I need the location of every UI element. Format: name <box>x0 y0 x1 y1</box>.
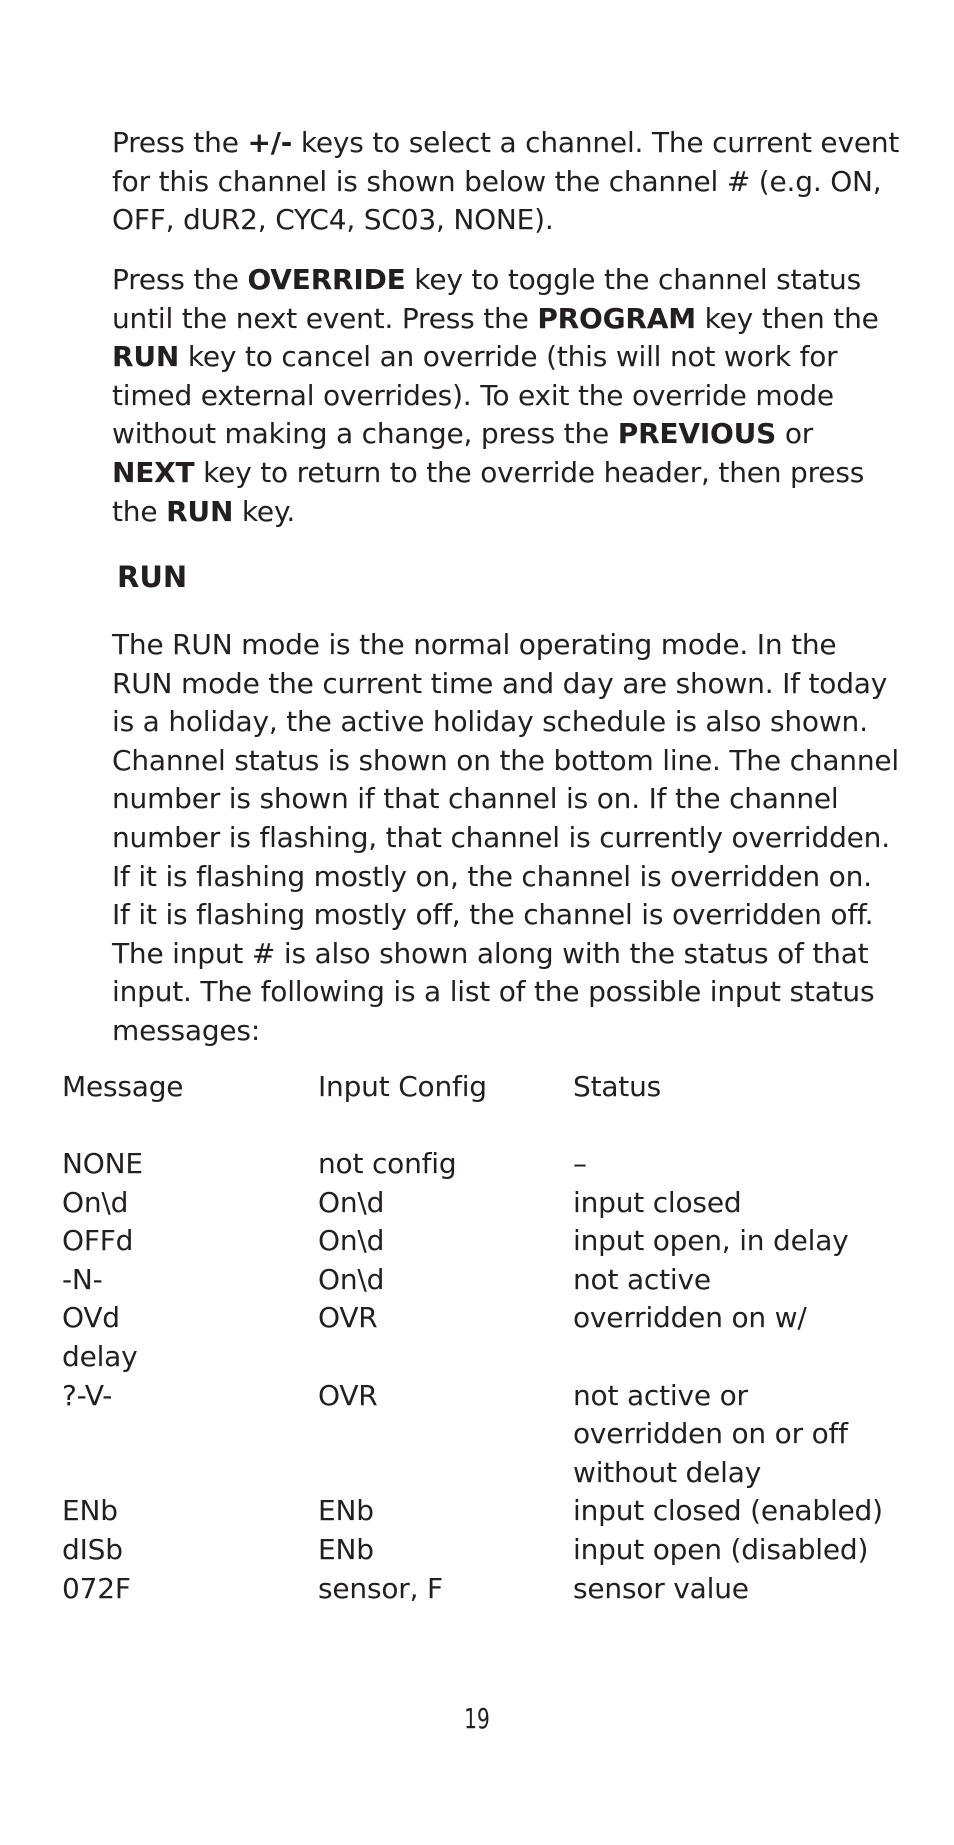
cell-input-config <box>318 1222 384 1261</box>
column-header-status: Status <box>573 1070 662 1103</box>
cell-status <box>573 1531 868 1570</box>
cell-line: input open, in delay <box>573 1224 849 1258</box>
cell-line: On\d <box>62 1185 129 1219</box>
bold-key-name: PROGRAM <box>537 301 696 335</box>
table-body <box>62 1145 922 1608</box>
cell-status <box>573 1145 587 1184</box>
cell-message <box>62 1145 143 1184</box>
cell-line: overridden on or off <box>573 1417 848 1451</box>
text-run: The input # is also shown along with the status of that <box>112 936 869 970</box>
bold-key-name: RUN <box>112 340 180 374</box>
cell-input-config <box>318 1377 378 1416</box>
cell-line: dISb <box>62 1532 123 1566</box>
cell-line: input closed (enabled) <box>573 1494 883 1528</box>
cell-input-config <box>318 1261 384 1300</box>
text-run: for this channel is shown below the channel # (e.g. ON, <box>112 164 882 198</box>
cell-message <box>62 1492 118 1531</box>
cell-line: OFFd <box>62 1224 134 1258</box>
cell-line: ENb <box>318 1532 374 1566</box>
cell-line: NONE <box>62 1147 143 1180</box>
table-row <box>62 1377 922 1493</box>
cell-line: – <box>573 1147 587 1180</box>
cell-input-config <box>318 1145 456 1184</box>
text-run: If it is flashing mostly on, the channel is overridden on. <box>112 859 872 893</box>
text-run: number is shown if that channel is on. If the channel <box>112 782 839 816</box>
cell-input-config <box>318 1570 443 1609</box>
cell-status <box>573 1299 807 1338</box>
table-row <box>62 1145 922 1184</box>
cell-input-config <box>318 1299 378 1338</box>
cell-message <box>62 1184 128 1223</box>
text-run: The RUN mode is the normal operating mode. In the <box>112 628 837 661</box>
paragraph-channel-select <box>112 124 912 240</box>
column-header-input-config: Input Config <box>318 1070 487 1103</box>
cell-line: 072F <box>62 1571 131 1605</box>
bold-key-name: OVERRIDE <box>247 263 406 296</box>
cell-line: OVR <box>318 1301 378 1335</box>
text-run: messages: <box>112 1013 261 1047</box>
text-run: Press the <box>112 263 248 296</box>
cell-line: -N- <box>62 1262 103 1296</box>
paragraph-override <box>112 261 912 531</box>
cell-status <box>573 1492 883 1531</box>
cell-line: not active <box>573 1262 711 1296</box>
text-run: is a holiday, the active holiday schedule is also shown. <box>112 705 868 739</box>
text-run: key to cancel an override (this will not work for <box>179 340 838 374</box>
text-run: Press the <box>112 126 248 159</box>
cell-status <box>573 1377 848 1493</box>
text-run: key. <box>233 494 296 528</box>
cell-line: not config <box>318 1147 457 1180</box>
table-row <box>62 1184 922 1223</box>
table-row <box>62 1261 922 1300</box>
cell-message <box>62 1222 133 1261</box>
cell-message <box>62 1299 138 1376</box>
text-run: keys to select a channel. The current event <box>292 126 900 159</box>
cell-line: OVR <box>318 1378 378 1412</box>
cell-input-config <box>318 1492 374 1531</box>
bold-key-name: RUN <box>166 494 234 528</box>
bold-key-name: NEXT <box>112 455 195 489</box>
input-status-table <box>62 1068 922 1608</box>
cell-line: overridden on w/ <box>573 1301 807 1335</box>
text-run: the <box>112 494 167 528</box>
cell-line: sensor value <box>573 1571 749 1605</box>
cell-status <box>573 1570 749 1609</box>
table-row <box>62 1570 922 1609</box>
text-run: OFF, dUR2, CYC4, SC03, NONE). <box>112 203 554 237</box>
cell-message <box>62 1261 103 1300</box>
cell-message <box>62 1377 112 1416</box>
cell-line: input closed <box>573 1185 742 1219</box>
bold-key-name: +/- <box>247 126 293 159</box>
text-run: timed external overrides). To exit the override mode <box>112 378 834 412</box>
table-row <box>62 1222 922 1261</box>
cell-line: ?-V- <box>62 1378 113 1412</box>
text-run: key to toggle the channel status <box>405 263 861 296</box>
column-header-message: Message <box>62 1070 184 1103</box>
text-run: Channel status is shown on the bottom line. The channel <box>112 743 899 777</box>
cell-line: On\d <box>318 1185 385 1219</box>
text-run: key to return to the override header, then press <box>194 455 865 489</box>
paragraph-run-mode <box>112 626 912 1051</box>
text-run: key then the <box>695 301 879 335</box>
table-row <box>62 1531 922 1570</box>
bold-key-name: PREVIOUS <box>617 417 777 451</box>
cell-line: sensor, F <box>318 1571 443 1605</box>
cell-message <box>62 1531 123 1570</box>
text-run: If it is flashing mostly off, the channel is overridden off. <box>112 898 874 932</box>
cell-line: OVd <box>62 1301 120 1335</box>
cell-line: input open (disabled) <box>573 1532 869 1566</box>
section-heading-run: RUN <box>117 560 188 594</box>
cell-line: ENb <box>318 1494 374 1528</box>
cell-message <box>62 1570 131 1609</box>
cell-line: not active or <box>573 1378 748 1412</box>
cell-input-config <box>318 1531 374 1570</box>
cell-input-config <box>318 1184 384 1223</box>
text-run: until the next event. Press the <box>112 301 538 335</box>
table-row <box>62 1299 922 1376</box>
cell-line: delay <box>62 1339 138 1373</box>
cell-line: ENb <box>62 1494 118 1528</box>
cell-line: without delay <box>573 1455 762 1489</box>
table-row <box>62 1492 922 1531</box>
text-run: RUN mode the current time and day are shown. If today <box>112 666 888 700</box>
cell-status <box>573 1184 741 1223</box>
cell-status <box>573 1261 711 1300</box>
cell-line: On\d <box>318 1224 385 1258</box>
text-run: input. The following is a list of the possible input status <box>112 975 875 1009</box>
text-run: without making a change, press the <box>112 417 618 451</box>
cell-status <box>573 1222 849 1261</box>
text-run: or <box>776 417 814 451</box>
cell-line: On\d <box>318 1262 385 1296</box>
text-run: number is flashing, that channel is currently overridden. <box>112 820 890 854</box>
page-number: 19 <box>464 1702 490 1735</box>
table-header-row <box>62 1068 922 1145</box>
